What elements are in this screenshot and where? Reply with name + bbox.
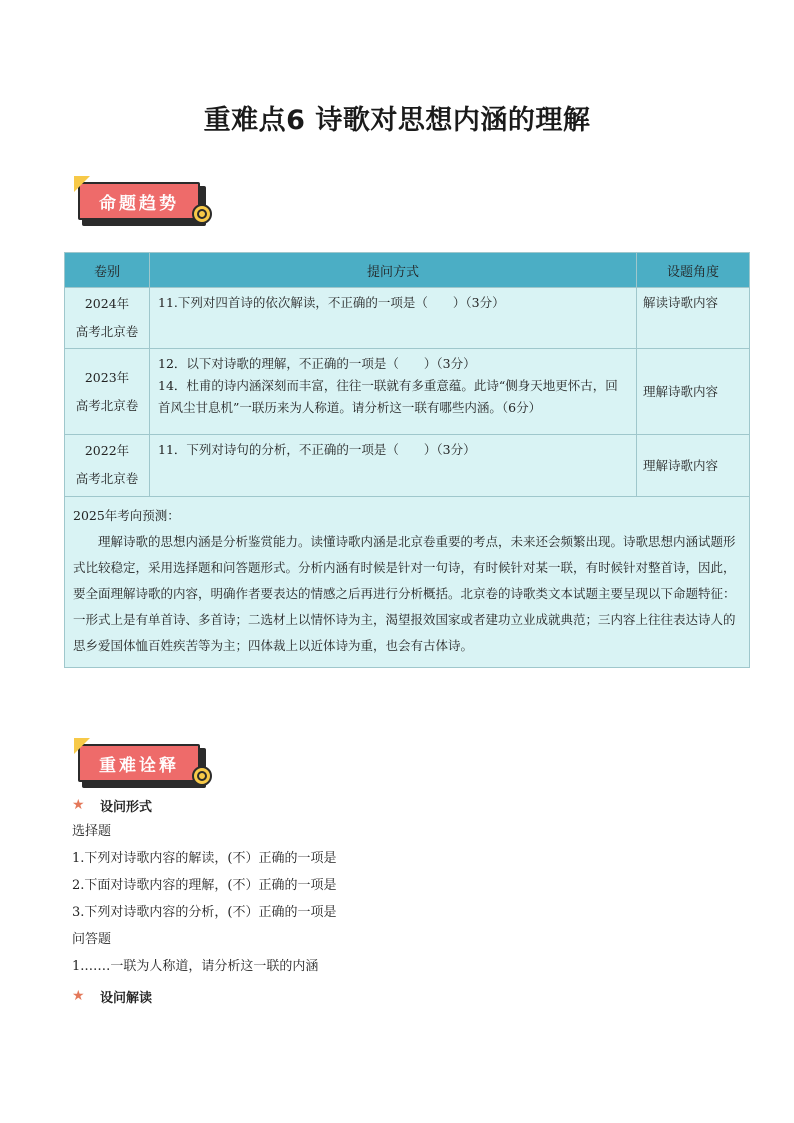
star-icon: ★ (72, 797, 85, 813)
subheading-question-reading (72, 986, 152, 1006)
angle-text: 解读诗歌内容 (643, 295, 719, 310)
paper-text: 高考北京卷 (75, 324, 139, 339)
type-label-choice: 选择题 (72, 824, 112, 839)
question-cell (150, 349, 637, 435)
badge-label: 命题趋势 (78, 182, 200, 220)
coin-decoration-icon (192, 766, 212, 786)
table-row (65, 435, 750, 497)
list-item: 3.下列对诗歌内容的分析，(不）正确的一项是 (72, 905, 337, 920)
angle-text: 理解诗歌内容 (643, 457, 719, 473)
paper-cell (65, 435, 150, 497)
question-text: 11.下列对四首诗的依次解读，不正确的一项是（ ）（3分） (158, 295, 505, 310)
angle-cell (637, 435, 750, 497)
header-question: 提问方式 (150, 253, 637, 288)
section-badge-explain (74, 742, 212, 792)
list-item: 2.下面对诗歌内容的理解，(不）正确的一项是 (72, 878, 337, 893)
angle-cell (637, 349, 750, 435)
corner-decoration-icon (74, 738, 90, 754)
paper-cell (65, 349, 150, 435)
paper-text: 高考北京卷 (75, 397, 139, 413)
type-label-qa: 问答题 (72, 932, 112, 947)
angle-text: 理解诗歌内容 (643, 383, 719, 399)
header-angle: 设题角度 (637, 253, 750, 288)
list-item: 1.……一联为人称道，请分析这一联的内涵 (72, 959, 319, 974)
section-badge-trend (74, 180, 212, 230)
table-header-row (65, 253, 750, 288)
star-icon: ★ (72, 988, 85, 1004)
question-cell (150, 288, 637, 349)
badge-label: 重难诠释 (78, 744, 200, 782)
list-item: 1.下列对诗歌内容的解读，(不）正确的一项是 (72, 851, 337, 866)
table-row (65, 349, 750, 435)
coin-decoration-icon (192, 204, 212, 224)
forecast-row (65, 497, 750, 668)
forecast-text: 理解诗歌的思想内涵是分析鉴赏能力。读懂诗歌内涵是北京卷重要的考点，未来还会频繁出现。诗歌思想内涵试题形式比较稳定，采用选择题和问答题形式。分析内涵有时候是针对一句诗，有时候针对某一联，有时候针对整首诗，因此，要全面理解诗歌的内容，明确作者要表达的情感之后再进行分析概括。北京卷的诗歌类文本试题主要呈现以下命题特征：一形式上是有单首诗、多首诗；二选材上以情怀诗为主，渴望报效国家或者建功立业成就典范；三内容上往往表达诗人的思乡爱国体恤百姓疾苦等为主；四体裁上以近体诗为重，也会有古体诗。 (73, 534, 736, 653)
paper-cell (65, 288, 150, 349)
corner-decoration-icon (74, 176, 90, 192)
question-cell (150, 435, 637, 497)
question-text: 12．以下对诗歌的理解，不正确的一项是（ ）（3分） (158, 356, 476, 371)
forecast-cell (65, 497, 750, 668)
angle-cell (637, 288, 750, 349)
page-title: 重难点6 诗歌对思想内涵的理解 (203, 105, 591, 136)
subheading-text: 设问形式 (100, 799, 153, 815)
question-text: 14．杜甫的诗内涵深刻而丰富，往往一联就有多重意蕴。此诗“侧身天地更怀古，回首风尘甘息机”一联历来为人称道。请分析这一联有哪些内涵。（6分） (158, 378, 618, 415)
table-row (65, 288, 750, 349)
forecast-label: 2025年考向预测： (73, 508, 180, 523)
question-text: 11．下列对诗句的分析，不正确的一项是（ ）（3分） (158, 442, 476, 457)
year-text: 2023年 (84, 369, 130, 385)
year-text: 2022年 (84, 443, 130, 458)
paper-text: 高考北京卷 (75, 471, 139, 486)
year-text: 2024年 (84, 296, 130, 311)
subheading-text: 设问解读 (100, 990, 153, 1006)
subheading-question-form (72, 795, 152, 815)
trend-table (64, 252, 750, 668)
header-paper: 卷别 (65, 253, 150, 288)
